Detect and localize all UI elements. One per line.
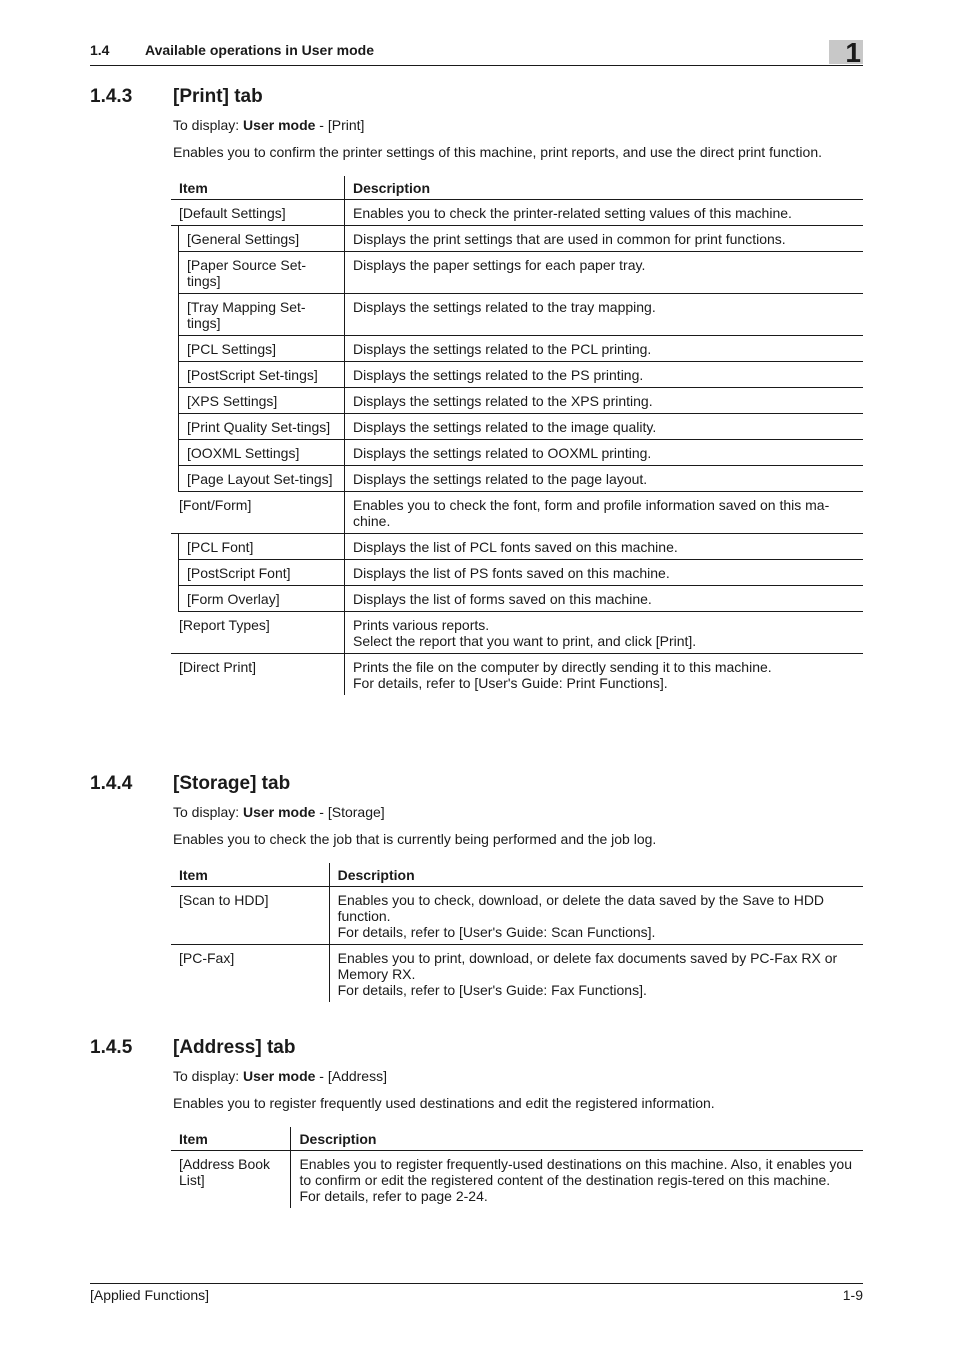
row-item: [XPS Settings] (179, 388, 345, 414)
indent-spacer (171, 534, 179, 560)
column-header-description: Description (291, 1127, 863, 1151)
display-mode: User mode (243, 117, 316, 133)
row-description (345, 388, 864, 414)
description-line: For details, refer to [User's Guide: Scan Functions]. (337, 924, 656, 940)
section-print-tab (90, 86, 863, 695)
indent-spacer (171, 362, 179, 388)
header-section-title: Available operations in User mode (145, 42, 374, 58)
section-number: 1.4.3 (90, 86, 133, 107)
header-section-number: 1.4 (90, 42, 110, 58)
table-row (171, 440, 863, 466)
display-suffix: - [Storage] (315, 804, 385, 820)
column-header-item: Item (171, 863, 329, 887)
row-item: [PCL Settings] (179, 336, 345, 362)
row-item: [Direct Print] (171, 654, 345, 696)
row-description (345, 294, 864, 336)
table-row (171, 294, 863, 336)
row-item: [PCL Font] (179, 534, 345, 560)
row-item: [Print Quality Set-tings] (179, 414, 345, 440)
table-row (171, 612, 863, 654)
display-mode: User mode (243, 804, 316, 820)
description-line: Displays the list of forms saved on this machine. (353, 591, 652, 607)
table-row (171, 226, 863, 252)
row-description (345, 252, 864, 294)
row-item: [General Settings] (179, 226, 345, 252)
indent-spacer (171, 336, 179, 362)
table-row (171, 654, 863, 696)
indent-spacer (171, 586, 179, 612)
column-header-item: Item (171, 1127, 291, 1151)
row-item: [Address Book List] (171, 1151, 291, 1209)
indent-spacer (171, 226, 179, 252)
display-suffix: - [Print] (315, 117, 365, 133)
row-description (345, 362, 864, 388)
description-line: Displays the paper settings for each paper tray. (353, 257, 646, 273)
print-tab-table (171, 176, 863, 695)
section-title: [Address] tab (173, 1037, 296, 1058)
page-header (90, 38, 863, 66)
row-description (345, 654, 864, 696)
indent-spacer (171, 388, 179, 414)
column-header-description: Description (329, 863, 863, 887)
row-item: [PostScript Font] (179, 560, 345, 586)
indent-spacer (171, 440, 179, 466)
table-row (171, 414, 863, 440)
column-header-item: Item (171, 176, 345, 200)
row-description (345, 534, 864, 560)
indent-spacer (171, 466, 179, 492)
footer-page-number: 1-9 (842, 1287, 863, 1303)
description-line: For details, refer to [User's Guide: Fax Functions]. (337, 982, 647, 998)
row-item: [Report Types] (171, 612, 345, 654)
table-row (171, 560, 863, 586)
row-description (345, 200, 864, 226)
row-description (345, 336, 864, 362)
description-line: Select the report that you want to print, and click [Print]. (353, 633, 697, 649)
row-description (345, 612, 864, 654)
chapter-number-badge: 1 (829, 40, 863, 64)
description-line: Prints the file on the computer by directly sending it to this machine. (353, 659, 772, 675)
display-prefix: To display: (173, 1068, 244, 1084)
row-description (329, 945, 863, 1003)
display-path (173, 116, 863, 134)
row-description (345, 226, 864, 252)
table-row (171, 362, 863, 388)
display-prefix: To display: (173, 804, 244, 820)
table-row (171, 945, 863, 1003)
table-row (171, 252, 863, 294)
section-heading (90, 1037, 863, 1063)
row-description (345, 414, 864, 440)
row-item: [Font/Form] (171, 492, 345, 534)
description-line: Displays the settings related to the image quality. (353, 419, 657, 435)
indent-spacer (171, 252, 179, 294)
row-item: [PostScript Set-tings] (179, 362, 345, 388)
row-description (345, 560, 864, 586)
section-title: [Print] tab (173, 86, 263, 107)
display-mode: User mode (243, 1068, 316, 1084)
row-description (345, 492, 864, 534)
row-description (345, 586, 864, 612)
row-item: [Paper Source Set-tings] (179, 252, 345, 294)
row-item: [Page Layout Set-tings] (179, 466, 345, 492)
description-line: Displays the settings related to the PCL printing. (353, 341, 652, 357)
display-path (173, 803, 863, 821)
description-line: Displays the list of PS fonts saved on this machine. (353, 565, 670, 581)
table-row (171, 534, 863, 560)
row-item: [Default Settings] (171, 200, 345, 226)
section-description: Enables you to check the job that is currently being performed and the job log. (173, 831, 657, 847)
description-line: Displays the settings related to the PS printing. (353, 367, 644, 383)
table-row (171, 492, 863, 534)
row-description (345, 440, 864, 466)
row-item: [Scan to HDD] (171, 887, 329, 945)
section-number: 1.4.5 (90, 1037, 133, 1058)
table-row (171, 200, 863, 226)
description-line: Displays the settings related to OOXML printing. (353, 445, 652, 461)
description-line: Enables you to check the printer-related setting values of this machine. (353, 205, 792, 221)
display-prefix: To display: (173, 117, 244, 133)
section-storage-tab (90, 773, 863, 1002)
row-item: [PC-Fax] (171, 945, 329, 1003)
display-path (173, 1067, 863, 1085)
description-line: Displays the list of PCL fonts saved on this machine. (353, 539, 678, 555)
description-line: Enables you to register frequently-used destinations on this machine. Also, it enables you to confirm or edit the registered content of the destination regis-tered on this machine. (299, 1156, 852, 1188)
table-row (171, 336, 863, 362)
indent-spacer (171, 560, 179, 586)
description-line: For details, refer to [User's Guide: Print Functions]. (353, 675, 668, 691)
section-description: Enables you to register frequently used destinations and edit the registered information. (173, 1095, 715, 1111)
table-row (171, 586, 863, 612)
indent-spacer (171, 294, 179, 336)
description-line: Displays the settings related to the page layout. (353, 471, 648, 487)
description-line: Enables you to print, download, or delete fax documents saved by PC-Fax RX or Memory RX. (337, 950, 838, 982)
section-heading (90, 86, 863, 112)
section-title: [Storage] tab (173, 773, 291, 794)
table-row (171, 887, 863, 945)
row-item: [Form Overlay] (179, 586, 345, 612)
column-header-description: Description (345, 176, 864, 200)
row-description (291, 1151, 863, 1209)
table-row (171, 466, 863, 492)
page-footer (90, 1283, 863, 1303)
indent-spacer (171, 414, 179, 440)
description-line: Enables you to check, download, or delete the data saved by the Save to HDD function. (337, 892, 825, 924)
table-row (171, 1151, 863, 1209)
row-item: [OOXML Settings] (179, 440, 345, 466)
row-item: [Tray Mapping Set-tings] (179, 294, 345, 336)
section-number: 1.4.4 (90, 773, 133, 794)
table-row (171, 388, 863, 414)
description-line: Enables you to check the font, form and profile information saved on this ma-chine. (353, 497, 830, 529)
address-tab-table (171, 1127, 863, 1208)
row-description (329, 887, 863, 945)
description-line: Prints various reports. (353, 617, 490, 633)
section-address-tab (90, 1037, 863, 1208)
section-heading (90, 773, 863, 799)
description-line: For details, refer to page 2-24. (299, 1188, 488, 1204)
footer-manual-title: [Applied Functions] (90, 1287, 210, 1303)
description-line: Displays the settings related to the XPS printing. (353, 393, 653, 409)
storage-tab-table (171, 863, 863, 1002)
section-description: Enables you to confirm the printer settings of this machine, print reports, and use the direct print function. (173, 144, 823, 160)
description-line: Displays the settings related to the tray mapping. (353, 299, 656, 315)
description-line: Displays the print settings that are used in common for print functions. (353, 231, 786, 247)
display-suffix: - [Address] (315, 1068, 387, 1084)
row-description (345, 466, 864, 492)
